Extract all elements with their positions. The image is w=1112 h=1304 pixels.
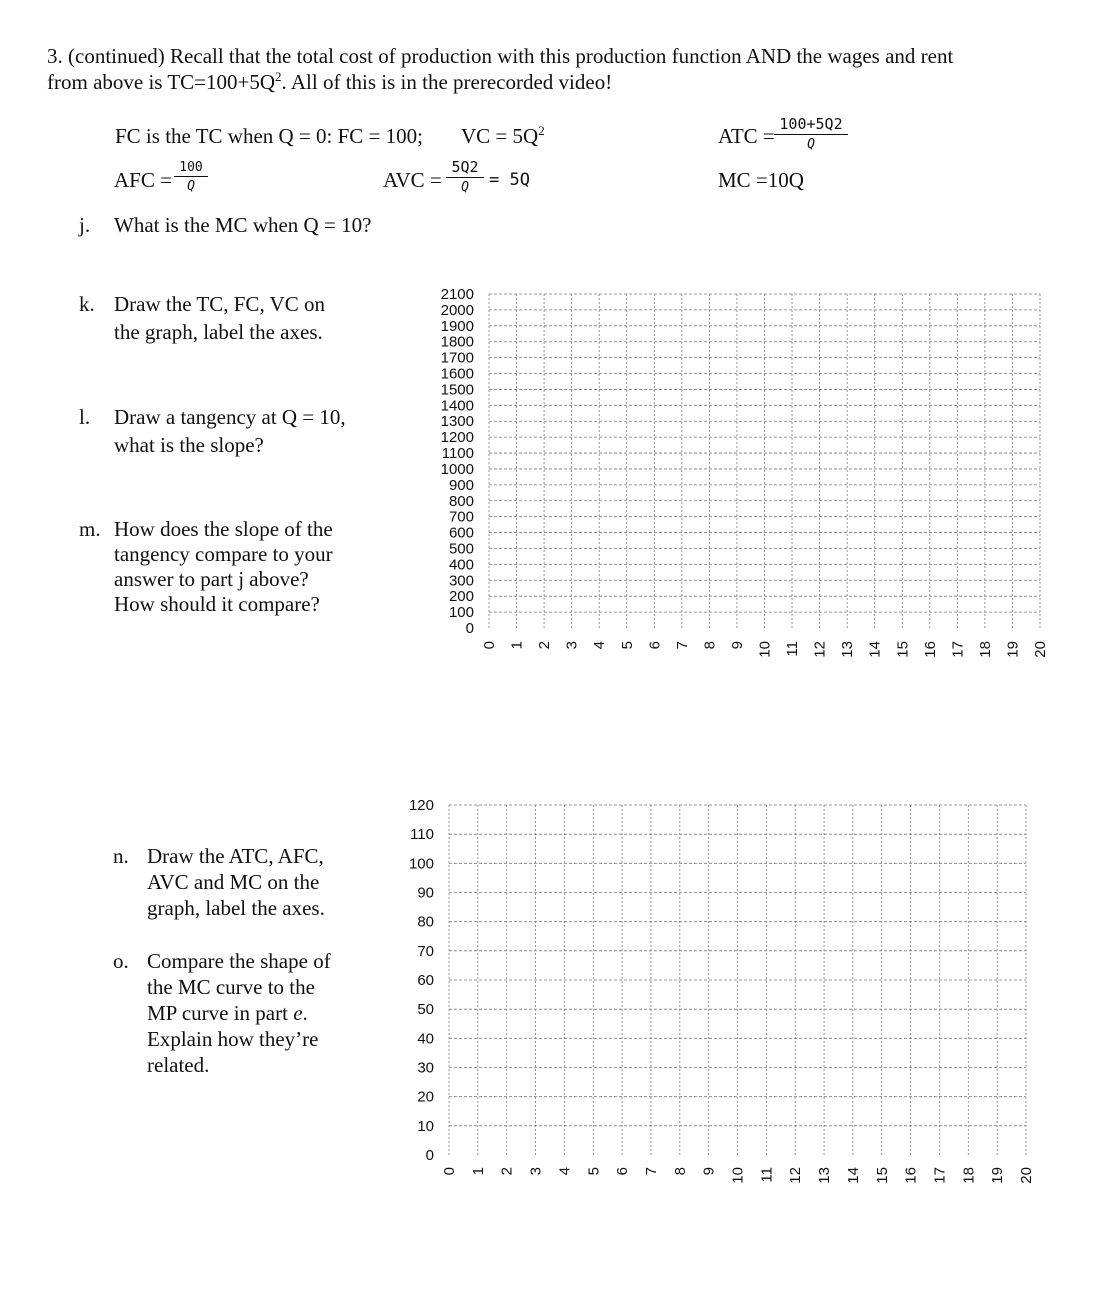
cost-y-tick-label: 1900 (440, 317, 474, 335)
per-unit-y-tick-label: 80 (417, 913, 434, 931)
afc-denominator: Q (187, 179, 195, 194)
per-unit-x-tick-label: 14 (844, 1167, 862, 1184)
per-unit-y-tick-label: 60 (417, 972, 434, 989)
per-unit-x-tick-label: 1 (469, 1167, 487, 1176)
cost-x-tick-label: 8 (701, 641, 719, 650)
per-unit-y-tick-label: 20 (417, 1088, 434, 1106)
vc-exponent: 2 (538, 123, 545, 138)
cost-x-tick-label: 5 (618, 641, 636, 650)
cost-x-tick-label: 2 (536, 641, 554, 650)
intro-line-1: 3. (continued) Recall that the total cost of production with this production function AND the wages and rent (47, 44, 954, 68)
cost-y-tick-label: 700 (448, 508, 474, 526)
avc-numerator: 5Q2 (446, 158, 484, 178)
cost-y-tick-label: 900 (448, 476, 474, 494)
per-unit-x-tick-label: 19 (989, 1167, 1007, 1184)
per-unit-y-tick-label: 30 (417, 1059, 434, 1077)
per-unit-x-tick-label: 18 (960, 1167, 978, 1184)
afc-label: AFC = (114, 168, 172, 192)
question-l-marker: l. (79, 405, 91, 429)
intro-line-2-prefix: from above is TC=100+5Q (47, 70, 276, 94)
cost-x-tick-label: 7 (673, 641, 691, 650)
fc-formula: FC is the TC when Q = 0: FC = 100; (115, 124, 423, 148)
question-n-line-3: graph, label the axes. (147, 896, 325, 920)
cost-x-tick-label: 12 (811, 641, 829, 658)
question-l-line-2: what is the slope? (114, 433, 264, 457)
question-n-marker: n. (113, 844, 129, 868)
per-unit-x-tick-label: 9 (700, 1167, 718, 1176)
cost-y-tick-label: 1200 (440, 429, 474, 447)
per-unit-y-tick-label: 100 (408, 855, 434, 873)
atc-numerator: 100+5Q2 (774, 115, 848, 135)
per-unit-x-tick-label: 4 (556, 1167, 574, 1176)
per-unit-x-tick-label: 11 (758, 1167, 776, 1183)
question-n-line-2: AVC and MC on the (147, 870, 320, 894)
atc-label: ATC = (718, 124, 775, 148)
question-j-text: What is the MC when Q = 10? (114, 213, 372, 237)
cost-y-tick-label: 200 (448, 588, 474, 606)
question-m-line-2: tangency compare to your (114, 542, 333, 566)
per-unit-x-tick-label: 10 (729, 1167, 747, 1184)
per-unit-y-tick-label: 10 (417, 1117, 434, 1135)
question-o-line-5: related. (147, 1053, 210, 1077)
cost-x-tick-label: 10 (756, 641, 774, 658)
cost-x-tick-label: 15 (894, 641, 912, 658)
per-unit-x-tick-label: 20 (1018, 1167, 1035, 1184)
per-unit-x-tick-label: 8 (671, 1167, 689, 1176)
cost-y-tick-label: 1500 (440, 381, 474, 399)
per-unit-x-tick-label: 16 (902, 1167, 920, 1184)
question-m-line-3: answer to part j above? (114, 567, 309, 591)
cost-y-tick-label: 300 (448, 572, 474, 590)
atc-denominator: Q (807, 137, 815, 152)
question-m-line-1: How does the slope of the (114, 517, 333, 541)
cost-y-tick-label: 500 (448, 540, 474, 558)
cost-y-tick-label: 400 (448, 556, 474, 574)
vc-formula-base: VC = 5Q (461, 124, 539, 148)
question-o-line-3-prefix: MP curve in part (147, 1001, 294, 1025)
cost-y-tick-label: 800 (448, 492, 474, 510)
cost-x-tick-label: 3 (563, 641, 581, 650)
cost-y-tick-label: 100 (448, 604, 474, 622)
question-m-line-4: How should it compare? (114, 592, 320, 616)
avc-result: = 5Q (489, 170, 530, 190)
per-unit-x-tick-label: 2 (498, 1167, 516, 1176)
per-unit-x-tick-label: 0 (441, 1167, 458, 1176)
cost-y-tick-label: 1800 (440, 333, 474, 351)
cost-x-tick-label: 20 (1032, 641, 1049, 658)
cost-x-tick-label: 13 (839, 641, 857, 658)
cost-x-tick-label: 9 (728, 641, 746, 650)
question-o-line-3-italic: e (293, 1001, 303, 1025)
cost-y-tick-label: 1100 (441, 445, 474, 463)
per-unit-x-tick-label: 3 (527, 1167, 545, 1176)
question-m-marker: m. (79, 517, 101, 541)
cost-y-tick-label: 1400 (440, 397, 474, 415)
cost-y-tick-label: 2100 (440, 286, 474, 303)
cost-y-tick-label: 1000 (440, 460, 474, 478)
per-unit-x-tick-label: 17 (931, 1167, 949, 1184)
intro-exponent: 2 (275, 69, 282, 84)
cost-y-tick-label: 0 (465, 620, 474, 637)
cost-y-tick-label: 1700 (440, 349, 474, 367)
question-o-line-1: Compare the shape of (147, 949, 331, 973)
cost-x-tick-label: 16 (921, 641, 939, 658)
question-o-line-4: Explain how they’re (147, 1027, 319, 1051)
per-unit-y-tick-label: 40 (417, 1030, 434, 1048)
per-unit-y-tick-label: 90 (417, 884, 434, 902)
cost-y-tick-label: 1600 (440, 365, 474, 383)
per-unit-y-tick-label: 50 (417, 1001, 434, 1019)
question-o-line-2: the MC curve to the (147, 975, 315, 999)
per-unit-x-tick-label: 6 (614, 1167, 632, 1176)
per-unit-x-tick-label: 13 (816, 1167, 834, 1184)
per-unit-x-tick-label: 7 (642, 1167, 660, 1176)
afc-numerator: 100 (174, 160, 208, 177)
cost-y-tick-label: 600 (448, 524, 474, 542)
cost-x-tick-label: 11 (784, 641, 802, 657)
question-k-line-1: Draw the TC, FC, VC on (114, 292, 325, 316)
per-unit-y-tick-label: 0 (425, 1147, 434, 1164)
mc-formula: MC =10Q (718, 168, 804, 192)
question-o-marker: o. (113, 949, 129, 973)
question-k-line-2: the graph, label the axes. (114, 320, 323, 344)
per-unit-y-tick-label: 70 (417, 942, 434, 960)
cost-x-tick-label: 17 (949, 641, 967, 658)
cost-x-tick-label: 6 (646, 641, 664, 650)
question-l-line-1: Draw a tangency at Q = 10, (114, 405, 346, 429)
question-k-marker: k. (79, 292, 95, 316)
cost-x-tick-label: 1 (508, 641, 526, 650)
per-unit-y-tick-label: 110 (410, 826, 434, 844)
question-j-marker: j. (79, 213, 91, 237)
per-unit-x-tick-label: 5 (585, 1167, 603, 1176)
cost-y-tick-label: 2000 (440, 301, 474, 319)
per-unit-x-tick-label: 15 (873, 1167, 891, 1184)
intro-line-2-suffix: . All of this is in the prerecorded video! (281, 70, 613, 94)
cost-x-tick-label: 0 (481, 641, 498, 650)
avc-label: AVC = (383, 168, 442, 192)
cost-x-tick-label: 18 (976, 641, 994, 658)
per-unit-x-tick-label: 12 (787, 1167, 805, 1184)
avc-denominator: Q (461, 180, 469, 195)
question-o-line-3-suffix: . (302, 1001, 308, 1025)
cost-x-tick-label: 4 (591, 641, 609, 650)
question-n-line-1: Draw the ATC, AFC, (147, 844, 324, 868)
cost-x-tick-label: 19 (1004, 641, 1022, 658)
per-unit-y-tick-label: 120 (408, 797, 434, 814)
cost-x-tick-label: 14 (866, 641, 884, 658)
cost-y-tick-label: 1300 (440, 413, 474, 431)
